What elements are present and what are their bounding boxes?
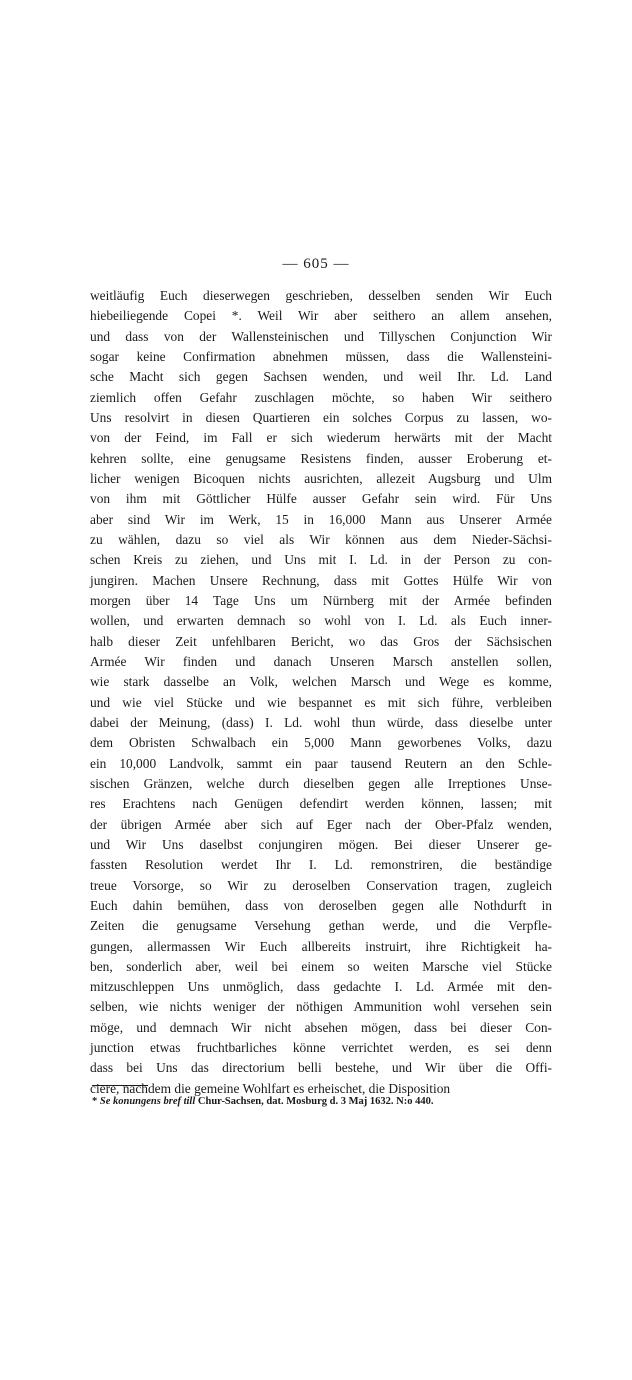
text-line: von der Feind, im Fall er sich wiederum herwärts mit der Macht [90, 430, 552, 446]
footnote [92, 1096, 434, 1107]
text-line: zu wählen, dazu so viel als Wir können aus dem Nieder-Sächsi- [90, 531, 552, 547]
text-line: und wie viel Stücke und wie bespannet es mit sich führe, verbleiben [90, 694, 552, 710]
text-line: ziemlich offen Gefahr zuschlagen möchte, so haben Wir seithero [90, 389, 552, 405]
text-line: dem Obristen Schwalbach ein 5,000 Mann geworbenes Volks, dazu [90, 735, 552, 751]
text-line: aber sind Wir im Werk, 15 in 16,000 Mann aus Unserer Armée [90, 511, 552, 527]
text-line: selben, wie nichts weniger der nöthigen Ammunition wohl versehen sein [90, 999, 552, 1015]
footnote-text: Chur-Sachsen, dat. Mosburg d. 3 Maj 1632. N:o 440. [197, 1096, 434, 1107]
text-line: ben, sonderlich aber, weil bei einem so weiten Marsche viel Stücke [90, 958, 552, 974]
text-line: wie stark dasselbe an Volk, welchen Marsch und Wege es komme, [90, 674, 552, 690]
text-line: kehren sollte, eine genugsame Resistens finden, ausser Eroberung et- [90, 450, 552, 466]
footnote-italic-text: Se konungens bref till [99, 1096, 196, 1107]
text-line: weitläufig Euch dieserwegen geschrieben, desselben senden Wir Euch [90, 288, 552, 303]
text-line: ein 10,000 Landvolk, sammt ein paar tausend Reutern an den Schle- [90, 755, 552, 771]
text-line: Euch dahin bemühen, dass von deroselben gegen alle Nothdurft in [90, 897, 552, 913]
text-line: wollen, und erwarten demnach so wohl von I. Ld. als Euch inner- [90, 613, 552, 629]
text-line: schen Kreis zu ziehen, und Uns mit I. Ld. in der Person zu con- [90, 552, 552, 568]
page-number: — 605 — [282, 256, 350, 272]
body-text [90, 286, 552, 1099]
text-line: treue Vorsorge, so Wir zu deroselben Conservation tragen, zugleich [90, 877, 552, 893]
text-line: morgen über 14 Tage Uns um Nürnberg mit der Armée befinden [90, 592, 552, 608]
text-line: der übrigen Armée aber sich auf Eger nach der Ober-Pfalz wenden, [90, 816, 552, 832]
text-line: sogar keine Confirmation abnehmen müssen, dass die Wallensteini- [90, 348, 552, 364]
text-line: Zeiten die genugsame Versehung gethan werde, und die Verpfle- [90, 918, 552, 934]
text-line: mitzuschleppen Uns unmöglich, dass gedachte I. Ld. Armée mit den- [90, 979, 552, 995]
text-line: licher wenigen Bicoquen nichts ausrichten, allezeit Augsburg und Ulm [90, 470, 552, 486]
text-line: gungen, allermassen Wir Euch allbereits instruirt, ihre Richtigkeit ha- [90, 938, 552, 954]
text-line: und Wir Uns daselbst conjungiren mögen. Bei dieser Unserer ge- [90, 836, 552, 852]
text-line: halb dieser Zeit unfehlbaren Bericht, wo das Gros der Sächsischen [90, 633, 552, 649]
footnote-marker: * [92, 1096, 98, 1107]
text-line: Uns resolvirt in diesen Quartieren ein solches Corpus zu lassen, wo- [90, 409, 552, 425]
text-line: dass bei Uns das directorium belli bestehe, und Wir über die Offi- [90, 1060, 552, 1076]
text-line: möge, und demnach Wir nicht absehen mögen, dass bei dieser Con- [90, 1019, 552, 1035]
text-line: jungiren. Machen Unsere Rechnung, dass mit Gottes Hülfe Wir von [90, 572, 552, 588]
text-line: res Erachtens nach Genügen defendirt werden können, lassen; mit [90, 796, 552, 812]
text-line: ciere, nachdem die gemeine Wohlfart es erheischet, die Disposition [90, 1080, 451, 1096]
text-line: fassten Resolution werdet Ihr I. Ld. remonstriren, die beständige [90, 857, 552, 873]
text-line: Armée Wir finden und danach Unseren Marsch anstellen sollen, [90, 653, 552, 669]
text-line: sischen Gränzen, welche durch dieselben gegen alle Irreptiones Unse- [90, 775, 552, 791]
text-line: dabei der Meinung, (dass) I. Ld. wohl thun würde, dass dieselbe unter [90, 714, 552, 730]
text-line: junction etwas fruchtbarliches könne verrichtet werden, es sei denn [90, 1040, 552, 1056]
text-line: und dass von der Wallensteinischen und Tillyschen Conjunction Wir [90, 328, 552, 344]
text-line: sche Macht sich gegen Sachsen wenden, und weil Ihr. Ld. Land [90, 369, 552, 385]
footnote-divider [92, 1085, 148, 1086]
text-line: hiebeiliegende Copei *. Weil Wir aber seithero an allem ansehen, [90, 308, 552, 324]
text-line: von ihm mit Göttlicher Hülfe ausser Gefahr sein wird. Für Uns [90, 491, 552, 507]
